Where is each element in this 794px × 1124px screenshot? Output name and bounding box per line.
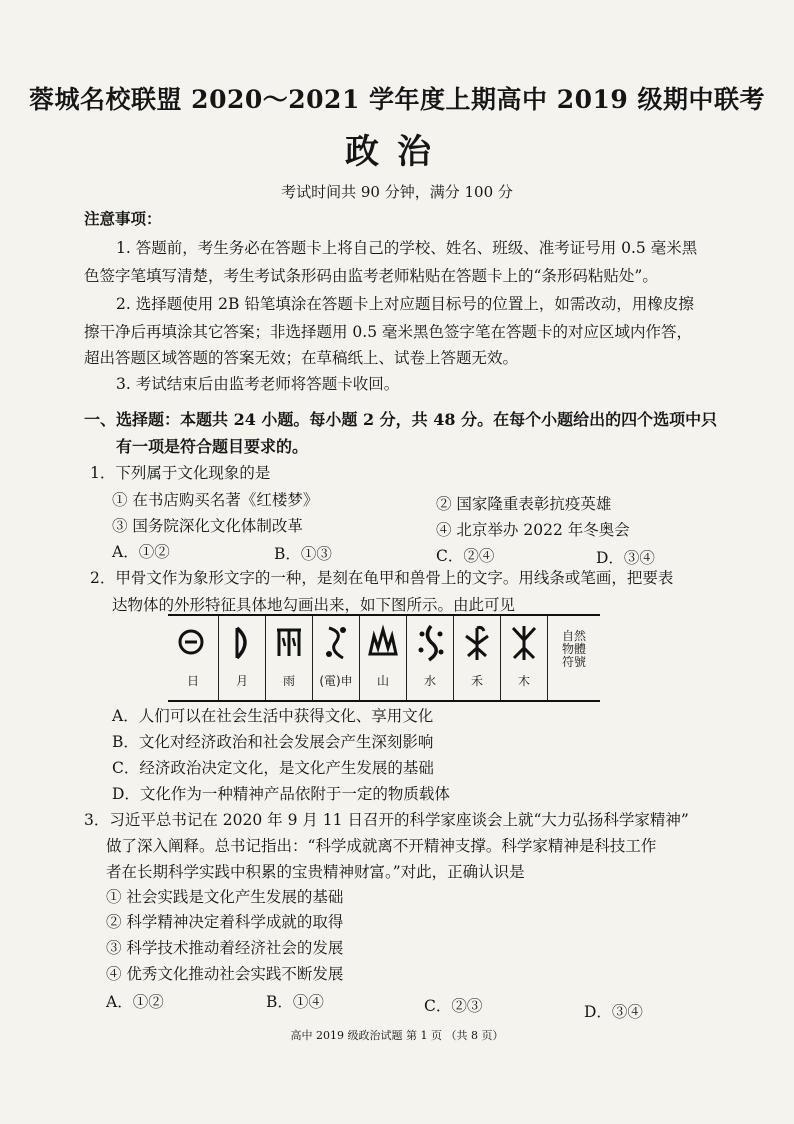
- notice-heading: 注意事项：: [84, 209, 162, 228]
- q1-statement-4: ④ 北京举办 2022 年冬奥会: [436, 521, 630, 539]
- glyph-cell-lightning: [313, 616, 360, 700]
- exam-time-info: 考试时间共 90 分钟，满分 100 分: [281, 183, 513, 201]
- q1-statement-1: ① 在书店购买名著《红楼梦》: [112, 491, 319, 509]
- rain-glyph-icon: [274, 622, 304, 664]
- sun-glyph-icon: [176, 622, 206, 664]
- oracle-bone-glyph-table: [168, 614, 600, 702]
- glyph-label-moon: 月: [235, 674, 248, 688]
- q3-statement-4: ④ 优秀文化推动社会实践不断发展: [106, 965, 344, 983]
- glyph-table-note: 自然物體符號: [562, 629, 587, 669]
- q2-option-d: D．文化作为一种精神产品依附于一定的物质载体: [112, 785, 450, 803]
- notice-item-2-line-3: 超出答题区域答题的答案无效；在草稿纸上、试卷上答题无效。: [84, 349, 519, 367]
- q3-option-b: B．①④: [266, 993, 324, 1011]
- q1-stem: 1．下列属于文化现象的是: [90, 464, 271, 482]
- glyph-cell-tree: [501, 616, 548, 700]
- water-glyph-icon: [415, 622, 445, 664]
- notice-item-1-line-2: 色签字笔填写清楚，考生考试条形码由监考老师粘贴在答题卡上的“条形码粘贴处”。: [84, 267, 658, 285]
- glyph-label-mountain: 山: [376, 674, 389, 688]
- mountain-glyph-icon: [368, 622, 398, 664]
- subject-title: 政治: [345, 132, 449, 172]
- q3-stem-line-1: 3．习近平总书记在 2020 年 9 月 11 日召开的科学家座谈会上就“大力弘扬科学家精神”: [84, 811, 689, 829]
- section-heading-line-1: 一、选择题：本题共 24 小题。每小题 2 分，共 48 分。在每个小题给出的四个选项中只: [84, 410, 718, 429]
- glyph-label-grain: 禾: [470, 674, 483, 688]
- q1-option-b: B．①③: [274, 545, 332, 563]
- page-footer: 高中 2019 级政治试题 第 1 页 （共 8 页）: [290, 1029, 504, 1042]
- q2-option-b: B．文化对经济政治和社会发展会产生深刻影响: [112, 733, 434, 751]
- tree-glyph-icon: [509, 622, 539, 664]
- q2-stem-line-1: 2．甲骨文作为象形文字的一种，是刻在龟甲和兽骨上的文字。用线条或笔画，把要表: [90, 569, 674, 587]
- moon-glyph-icon: [227, 622, 257, 664]
- q2-stem-line-2: 达物体的外形特征具体地勾画出来，如下图所示。由此可见: [112, 596, 516, 614]
- glyph-label-tree: 木: [517, 674, 530, 688]
- q3-option-c: C．②③: [424, 997, 483, 1015]
- glyph-cell-moon: [219, 616, 266, 700]
- q3-stem-line-3: 者在长期科学实践中积累的宝贵精神财富。”对此，正确认识是: [106, 863, 525, 881]
- exam-title: 蓉城名校联盟 2020～2021 学年度上期高中 2019 级期中联考: [28, 85, 766, 114]
- glyph-label-water: 水: [423, 674, 436, 688]
- glyph-cell-rain: [266, 616, 313, 700]
- glyph-cell-note: [548, 616, 602, 700]
- q1-statement-3: ③ 国务院深化文化体制改革: [112, 517, 303, 535]
- glyph-cell-mountain: [360, 616, 407, 700]
- q3-option-a: A．①②: [106, 993, 164, 1011]
- glyph-label-rain: 雨: [282, 674, 295, 688]
- notice-item-2-line-1: 2. 选择题使用 2B 铅笔填涂在答题卡上对应题目标号的位置上，如需改动，用橡皮擦: [116, 295, 694, 313]
- glyph-label-lightning: (電)申: [319, 674, 353, 688]
- q1-option-d: D．③④: [596, 549, 655, 567]
- q3-statement-2: ② 科学精神决定着科学成就的取得: [106, 913, 344, 931]
- q2-option-a: A．人们可以在社会生活中获得文化、享用文化: [112, 707, 434, 725]
- notice-item-1-line-1: 1. 答题前，考生务必在答题卡上将自己的学校、姓名、班级、准考证号用 0.5 毫米黑: [116, 239, 698, 257]
- glyph-cell-water: [407, 616, 454, 700]
- notice-item-2-line-2: 擦干净后再填涂其它答案；非选择题用 0.5 毫米黑色签字笔在答题卡的对应区域内作答，: [84, 323, 693, 341]
- lightning-glyph-icon: [321, 622, 351, 664]
- q1-option-a: A．①②: [112, 543, 170, 561]
- q2-option-c: C．经济政治决定文化，是文化产生发展的基础: [112, 759, 434, 777]
- q1-option-c: C．②④: [436, 547, 495, 565]
- glyph-cell-grain: [454, 616, 501, 700]
- glyph-label-sun: 日: [186, 674, 199, 688]
- q3-stem-line-2: 做了深入阐释。总书记指出：“科学成就离不开精神支撑。科学家精神是科技工作: [106, 837, 657, 855]
- q3-statement-1: ① 社会实践是文化产生发展的基础: [106, 888, 344, 906]
- q3-option-d: D．③④: [584, 1003, 643, 1021]
- notice-item-3: 3. 考试结束后由监考老师将答题卡收回。: [116, 375, 400, 393]
- section-heading-line-2: 有一项是符合题目要求的。: [116, 437, 309, 456]
- q1-statement-2: ② 国家隆重表彰抗疫英雄: [436, 495, 612, 513]
- grain-glyph-icon: [462, 622, 492, 664]
- glyph-cell-sun: [168, 616, 219, 700]
- q3-statement-3: ③ 科学技术推动着经济社会的发展: [106, 939, 344, 957]
